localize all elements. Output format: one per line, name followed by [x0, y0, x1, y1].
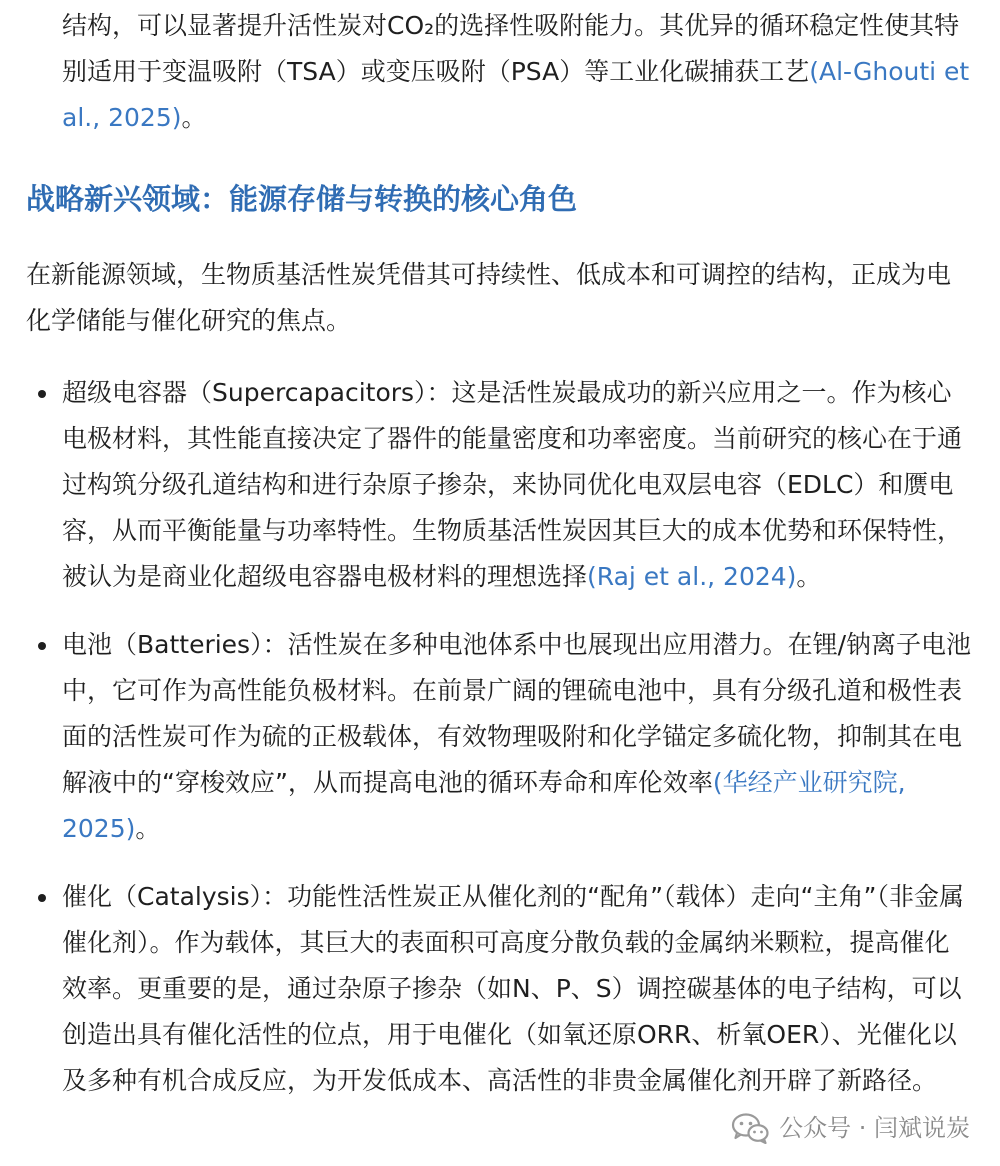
- list-item-text: [62, 370, 974, 600]
- wechat-icon: [731, 1112, 769, 1144]
- bullet-dot-icon: [38, 642, 46, 650]
- watermark-text: 公众号 · 闫斌说炭: [779, 1114, 970, 1142]
- list-item-body: 催化（Catalysis）：功能性活性炭正从催化剂的“配角”（载体）走向“主角”（非金属催化剂）。作为载体，其巨大的表面积可高度分散负载的金属纳米颗粒，提高催化效率。更重要的是，通过杂原子掺杂（如N、P、S）调控碳基体的电子结构，可以创造出具有催化活性的位点，用于电催化（如氧还原ORR、析氧OER）、光催化以及多种有机合成反应，为开发低成本、高活性的非贵金属催化剂开辟了新路径。: [62, 882, 964, 1095]
- list-item-tail: 。: [796, 562, 822, 591]
- intro-citation-link[interactable]: (Al-Ghouti et al., 2025): [62, 57, 970, 132]
- intro-tail: 。: [181, 103, 207, 132]
- list-item-citation-link[interactable]: (Raj et al., 2024): [587, 562, 797, 591]
- list-item-citation-link[interactable]: (华经产业研究院, 2025): [62, 768, 906, 843]
- section-heading: 战略新兴领域：能源存储与转换的核心角色: [26, 182, 578, 216]
- watermark: [731, 1112, 970, 1144]
- bullet-dot-icon: [38, 894, 46, 902]
- list-item-catalysis: [62, 874, 974, 1104]
- list-item-supercapacitors: [62, 370, 974, 600]
- section-lead-paragraph: 在新能源领域，生物质基活性炭凭借其可持续性、低成本和可调控的结构，正成为电化学储能与催化研究的焦点。: [26, 260, 952, 335]
- list-item-body: 超级电容器（Supercapacitors）：这是活性炭最成功的新兴应用之一。作为核心电极材料，其性能直接决定了器件的能量密度和功率密度。当前研究的核心在于通过构筑分级孔道结构和进行杂原子掺杂，来协同优化电双层电容（EDLC）和赝电容，从而平衡能量与功率特性。生物质基活性炭因其巨大的成本优势和环保特性，被认为是商业化超级电容器电极材料的理想选择: [62, 378, 963, 591]
- list-item-batteries: [62, 622, 974, 852]
- list-item-body: 电池（Batteries）：活性炭在多种电池体系中也展现出应用潜力。在锂/钠离子电池中，它可作为高性能负极材料。在前景广阔的锂硫电池中，具有分级孔道和极性表面的活性炭可作为硫的正极载体，有效物理吸附和化学锚定多硫化物，抑制其在电解液中的“穿梭效应”，从而提高电池的循环寿命和库伦效率: [62, 630, 972, 797]
- list-item-text: [62, 622, 974, 852]
- intro-text: 结构，可以显著提升活性炭对CO₂的选择性吸附能力。其优异的循环稳定性使其特别适用于变温吸附（TSA）或变压吸附（PSA）等工业化碳捕获工艺: [62, 11, 960, 86]
- bullet-dot-icon: [38, 390, 46, 398]
- intro-paragraph: [62, 3, 974, 141]
- list-item-tail: 。: [135, 814, 161, 843]
- list-item-text: [62, 874, 974, 1104]
